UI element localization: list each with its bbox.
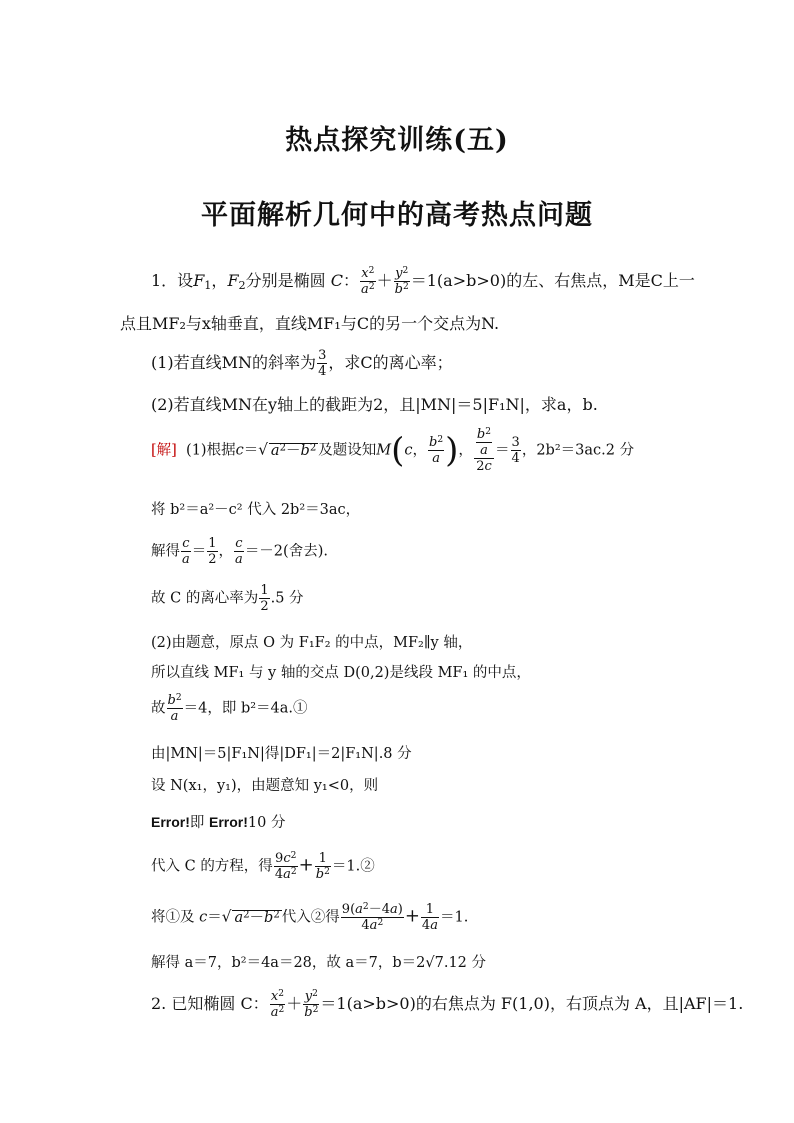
solution-line9: 设 N(x₁，y₁)，由题意知 y₁<0，则 [151,778,379,794]
solution-line2: 将 b²＝a²－c² 代入 2b²＝3ac， [151,502,361,518]
solution-line1: [解] (1)根据c＝√ $a^2-b^2$ 及题设知M(c， $\frac{b^2}{a}$ )， $\frac{\frac{b^2}{a}}{2c}$ ＝ $\frac{3}{4}$ ，2b²＝3ac.2 分 [151,426,635,474]
problem1-line2: 点且MF₂与x轴垂直，直线MF₁与C的另一个交点为N. [120,314,500,333]
problem1-q1: (1)若直线MN的斜率为 $\frac{3}{4}$ ，求C的离心率； [151,348,453,379]
problem1-q2: (2)若直线MN在y轴上的截距为2，且|MN|＝5|F₁N|，求a，b. [151,395,598,414]
solution-line11: 代入 C 的方程，得 $\frac{9c^2}{4a^2}$ + $\frac{1}{b^2}$ ＝1.② [151,850,375,882]
solution-line4: 故 C 的离心率为 $\frac{1}{2}$ .5 分 [151,583,304,614]
solution-line7: 故 $\frac{b^2}{a}$ ＝4，即 b²＝4a.① [151,692,308,724]
solution-line6: 所以直线 MF₁ 与 y 轴的交点 D(0,2)是线段 MF₁ 的中点， [151,665,531,681]
solution-line12: 将①及 c＝√ $a^2-b^2$ 代入②得 $\frac{9(a^2-4a)}{4a^2}$ + $\frac{1}{4a}$ ＝1. [151,901,469,933]
page-title: 热点探究训练(五) [285,125,509,156]
solution-line5: (2)由题意，原点 O 为 F₁F₂ 的中点，MF₂∥y 轴， [151,635,473,651]
solution-line8: 由|MN|＝5|F₁N|得|DF₁|＝2|F₁N|.8 分 [151,746,412,762]
problem1-line1: 1．设$F_1$，$F_2$分别是椭圆 C： $\frac{x^2}{a^2}$ ＋ $\frac{y^2}{b^2}$ ＝1(a>b>0)的左、右焦点，M是C上一 [151,265,695,297]
problem2-line1: 2. 已知椭圆 C： $\frac{x^2}{a^2}$ ＋ $\frac{y^2}{b^2}$ ＝1(a>b>0)的右焦点为 F(1,0)，右顶点为 A，且|AF|＝1. [151,988,744,1020]
page-subtitle: 平面解析几何中的高考热点问题 [201,200,593,231]
solution-line3: 解得 $\frac{c}{a}$ ＝ $\frac{1}{2}$ ， $\frac{c}{a}$ ＝－2(舍去). [151,536,328,567]
solution-line13: 解得 a＝7，b²＝4a＝28，故 a＝7，b＝2√7.12 分 [151,955,487,971]
solution-line10: Error!即 Error!10 分 [151,814,286,831]
solution-label: [解] [151,442,177,459]
